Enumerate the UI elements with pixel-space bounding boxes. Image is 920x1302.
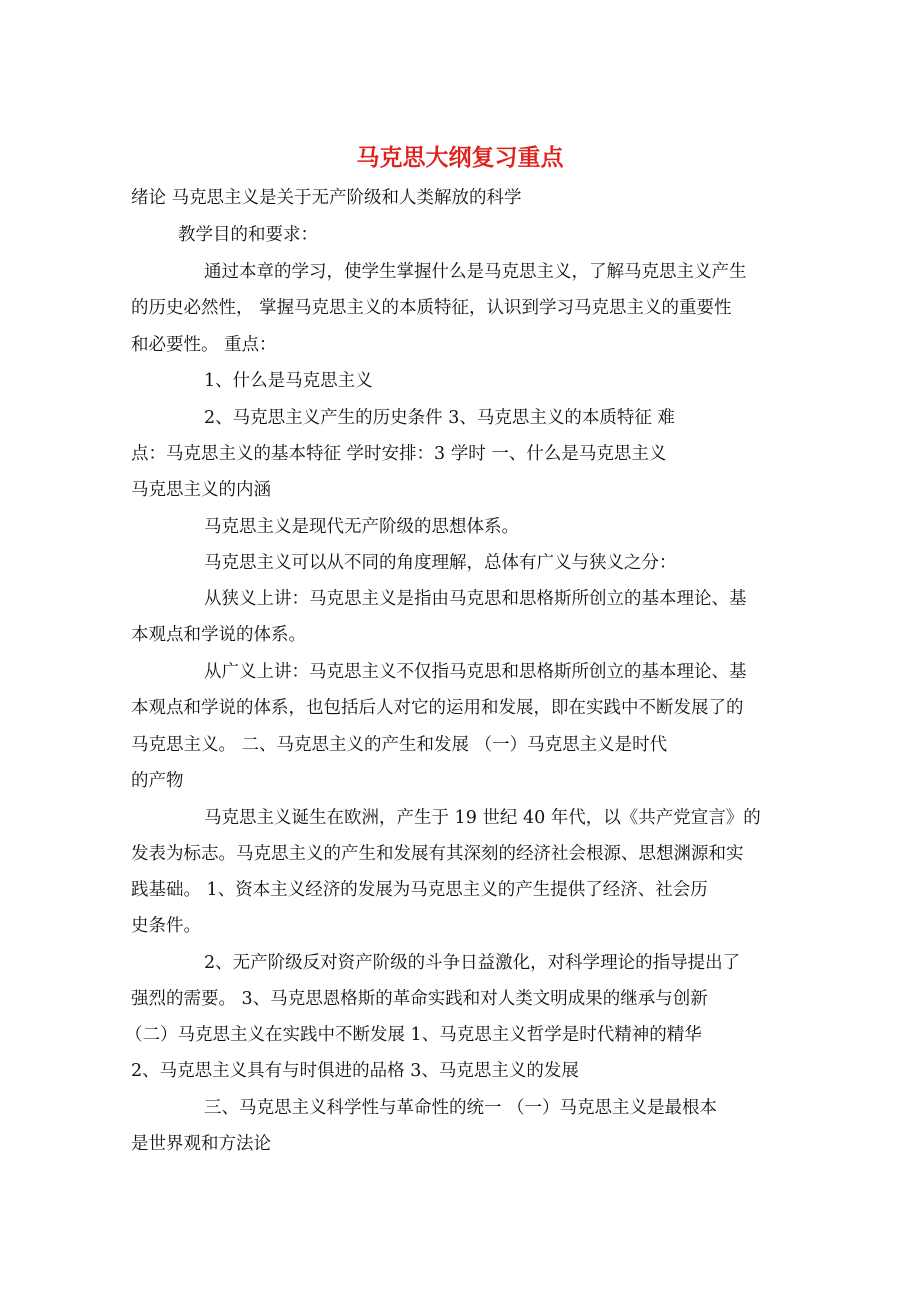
text-line: 马克思主义的内涵 [131, 480, 271, 500]
text-line: 三、马克思主义科学性与革命性的统一 （一）马克思主义是最根本 [204, 1098, 718, 1118]
text-line: 的历史必然性， 掌握马克思主义的本质特征，认识到学习马克思主义的重要性 [131, 298, 732, 318]
text-line: 马克思主义诞生在欧洲，产生于 19 世纪 40 年代，以《共产党宣言》的 [204, 808, 761, 828]
text-line: 发表为标志。马克思主义的产生和发展有其深刻的经济社会根源、思想渊源和实 [131, 844, 744, 864]
text-line: 马克思主义是现代无产阶级的思想体系。 [204, 517, 519, 537]
text-line: 强烈的需要。 3、马克思恩格斯的革命实践和对人类文明成果的继承与创新 [131, 989, 708, 1009]
text-line: 是世界观和方法论 [131, 1134, 271, 1154]
text-line: 马克思主义可以从不同的角度理解，总体有广义与狭义之分： [204, 553, 677, 573]
text-line: 通过本章的学习，使学生掌握什么是马克思主义，了解马克思主义产生 [204, 262, 747, 282]
text-line: （二）马克思主义在实践中不断发展 1、马克思主义哲学是时代精神的精华 [125, 1025, 702, 1045]
text-line: 本观点和学说的体系。 [131, 625, 306, 645]
text-line: 史条件。 [131, 916, 201, 936]
text-line: 2、马克思主义具有与时俱进的品格 3、马克思主义的发展 [131, 1061, 579, 1081]
text-line: 本观点和学说的体系，也包括后人对它的运用和发展，即在实践中不断发展了的 [131, 698, 744, 718]
text-line: 2、马克思主义产生的历史条件 3、马克思主义的本质特征 难 [204, 408, 675, 428]
text-line: 教学目的和要求： [178, 225, 318, 245]
text-line: 践基础。 1、资本主义经济的发展为马克思主义的产生提供了经济、社会历 [131, 880, 708, 900]
text-line: 绪论 马克思主义是关于无产阶级和人类解放的科学 [131, 188, 522, 208]
text-line: 点：马克思主义的基本特征 学时安排：3 学时 一、什么是马克思主义 [131, 444, 667, 464]
text-line: 1、什么是马克思主义 [204, 371, 373, 391]
text-line: 从广义上讲：马克思主义不仅指马克思和思格斯所创立的基本理论、基 [204, 662, 747, 682]
text-line: 马克思主义。 二、马克思主义的产生和发展 （一）马克思主义是时代 [131, 735, 668, 755]
page-title: 马克思大纲复习重点 [356, 144, 564, 171]
text-line: 从狭义上讲：马克思主义是指由马克思和思格斯所创立的基本理论、基 [204, 589, 747, 609]
text-line: 和必要性。 重点： [131, 335, 277, 355]
text-line: 的产物 [131, 771, 184, 791]
text-line: 2、无产阶级反对资产阶级的斗争日益激化，对科学理论的指导提出了 [204, 953, 741, 973]
